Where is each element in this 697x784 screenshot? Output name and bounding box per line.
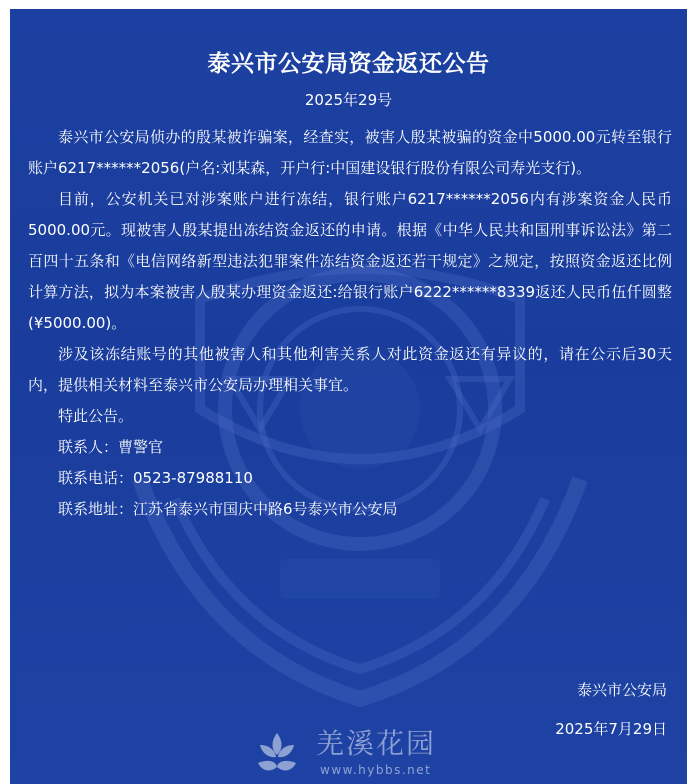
issuer: 泰兴市公安局 (576, 681, 667, 699)
watermark-url: www.hybbs.net (320, 763, 432, 777)
site-watermark (250, 725, 550, 784)
paragraph-objection-notice: 涉及该冻结账号的其他被害人和其他利害关系人对此资金返还有异议的，请在公示后30天内，提供相关材料至泰兴市公安局办理相关事宜。 (28, 345, 672, 394)
contact-phone: 联系电话：0523-87988110 (58, 469, 253, 487)
notice-body (28, 122, 672, 525)
notice-number: 2025年29号 (304, 91, 393, 109)
notice-title: 泰兴市公安局资金返还公告 (207, 51, 490, 77)
paragraph-closing: 特此公告。 (58, 407, 134, 425)
contact-person: 联系人：曹警官 (58, 438, 164, 456)
notice-panel (10, 9, 687, 784)
paragraph-freeze-details: 目前，公安机关已对涉案账户进行冻结，银行账户6217******2056内有涉案资金人民币5000.00元。现被害人殷某提出冻结资金返还的申请。根据《中华人民共和国刑事诉讼法》第二百四十五条和《电信网络新型违法犯罪案件冻结资金返还若干规定》之规定，按照资金返还比例计算方法，拟为本案被害人殷某办理资金返还:给银行账户6222******8339返还人民币伍仟圆整(¥5000.00)。 (28, 190, 672, 332)
watermark-site-name: 羌溪花园 (316, 727, 437, 760)
hyxi-flower-logo-icon (250, 727, 304, 781)
paragraph-case-summary: 泰兴市公安局侦办的殷某被诈骗案，经查实，被害人殷某被骗的资金中5000.00元转至银行账户6217******2056(户名:刘某森，开户行:中国建设银行股份有限公司寿光支行)。 (28, 128, 672, 177)
issue-date: 2025年7月29日 (555, 720, 667, 738)
contact-address: 联系地址：江苏省泰兴市国庆中路6号泰兴市公安局 (58, 500, 398, 518)
